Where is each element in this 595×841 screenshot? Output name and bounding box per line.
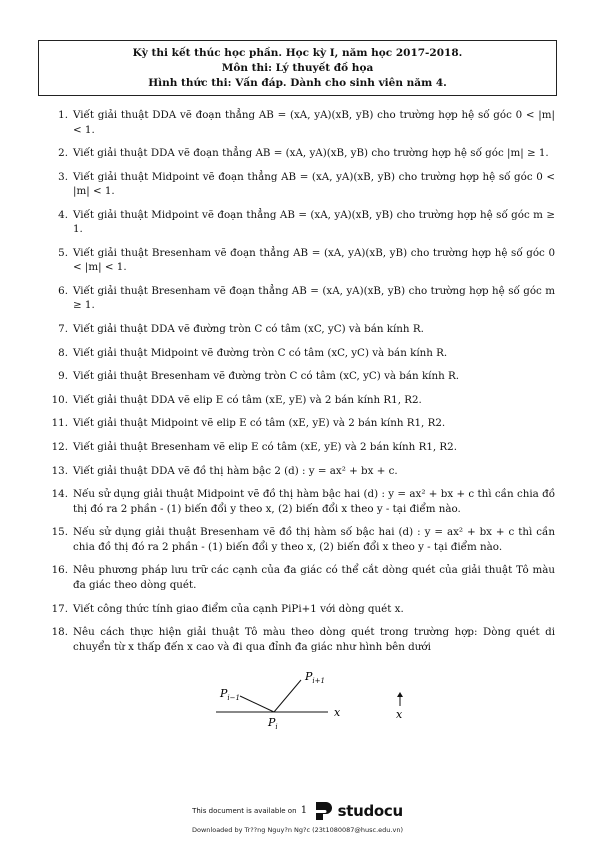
question-text: Viết giải thuật Midpoint vẽ đoạn thẳng AB = (xA, yA)(xB, yB) cho trường hợp hệ số góc m ≥ 1. [73, 208, 555, 236]
question-number: 4. [58, 208, 68, 221]
question-item [50, 416, 555, 431]
label-p-next: $P_{i+1}$ [305, 670, 325, 685]
question-text: Viết giải thuật Midpoint vẽ đường tròn C có tâm (xC, yC) và bán kính R. [73, 346, 448, 359]
question-item [50, 440, 555, 455]
studocu-brand[interactable]: studocu [337, 802, 403, 820]
header-line-3: Hình thức thi: Vấn đáp. Dành cho sinh viên năm 4. [148, 77, 447, 89]
question-text: Viết giải thuật Midpoint vẽ đoạn thẳng AB = (xA, yA)(xB, yB) cho trường hợp hệ số góc 0 < |m| < 1. [73, 170, 555, 198]
question-list [50, 108, 555, 663]
question-number: 13. [51, 464, 68, 477]
question-number: 18. [51, 626, 68, 639]
question-item [50, 625, 555, 654]
question-number: 17. [51, 602, 68, 615]
studocu-logo-icon [313, 800, 335, 822]
question-item [50, 346, 555, 361]
download-notice: Downloaded by Tr??ng Nguy?n Ng?c (23t1080087@husc.edu.vn) [192, 826, 403, 834]
question-number: 6. [58, 284, 68, 297]
question-number: 11. [51, 417, 68, 430]
question-item [50, 170, 555, 199]
question-number: 12. [51, 441, 68, 454]
question-item [50, 369, 555, 384]
available-on-text: This document is available on [192, 807, 297, 815]
question-number: 9. [58, 370, 68, 383]
label-p-current: $P_i$ [268, 716, 278, 731]
question-item [50, 563, 555, 592]
scanline-axis-label: x [334, 706, 341, 719]
arrow-up-icon [397, 692, 403, 697]
exam-header [38, 40, 557, 96]
question-item [50, 525, 555, 554]
question-text: Viết giải thuật Midpoint vẽ elip E có tâm (xE, yE) và 2 bán kính R1, R2. [73, 417, 446, 430]
question-item [50, 487, 555, 516]
question-text: Nêu phương pháp lưu trữ các cạnh của đa giác có thể cắt dòng quét của giải thuật Tô màu đa giác theo dòng quét. [73, 564, 555, 591]
question-text: Viết giải thuật DDA vẽ đồ thị hàm bậc 2 (d) : y = ax² + bx + c. [73, 464, 398, 477]
studocu-banner [0, 800, 595, 822]
question-number: 10. [51, 393, 68, 406]
edge-prev [240, 696, 274, 712]
question-text: Viết giải thuật DDA vẽ đoạn thẳng AB = (xA, yA)(xB, yB) cho trường hợp hệ số góc |m| ≥ 1. [73, 147, 549, 160]
header-line-1: Kỳ thi kết thúc học phần. Học kỳ I, năm học 2017-2018. [132, 47, 463, 59]
question-text: Viết giải thuật DDA vẽ đoạn thẳng AB = (xA, yA)(xB, yB) cho trường hợp hệ số góc 0 < |m| < 1. [73, 109, 555, 136]
edge-next [274, 680, 301, 712]
question-item [50, 322, 555, 337]
question-text: Viết giải thuật Bresenham vẽ elip E có tâm (xE, yE) và 2 bán kính R1, R2. [73, 441, 458, 454]
direction-label: x [396, 708, 403, 721]
question-text: Nếu sử dụng giải thuật Bresenham vẽ đồ thị hàm số bậc hai (d) : y = ax² + bx + c thì cần chia đồ thị đó ra 2 phần - (1) biến đổi y theo x, (2) biến đổi x theo y - tại điểm nào. [73, 526, 555, 553]
question-item [50, 108, 555, 137]
question-text: Viết giải thuật DDA vẽ elip E có tâm (xE, yE) và 2 bán kính R1, R2. [73, 393, 422, 406]
question-item [50, 208, 555, 237]
question-item [50, 246, 555, 275]
question-number: 7. [58, 323, 68, 336]
question-item [50, 464, 555, 479]
question-text: Viết giải thuật Bresenham vẽ đoạn thẳng AB = (xA, yA)(xB, yB) cho trường hợp hệ số góc m ≥ 1. [73, 284, 555, 312]
question-item [50, 393, 555, 408]
question-number: 5. [58, 246, 68, 259]
question-number: 15. [51, 526, 68, 539]
question-text: Viết giải thuật DDA vẽ đường tròn C có tâm (xC, yC) và bán kính R. [73, 323, 424, 336]
question-number: 2. [58, 147, 68, 160]
question-number: 1. [58, 109, 68, 121]
question-number: 16. [51, 564, 68, 577]
scanline-vertex-diagram [210, 668, 430, 768]
question-text: Viết giải thuật Bresenham vẽ đường tròn C có tâm (xC, yC) và bán kính R. [73, 370, 460, 383]
question-number: 14. [51, 488, 68, 501]
question-text: Viết giải thuật Bresenham vẽ đoạn thẳng AB = (xA, yA)(xB, yB) cho trường hợp hệ số góc 0 < |m| < 1. [73, 246, 555, 274]
page-number: 1 [300, 805, 308, 816]
question-number: 8. [58, 346, 68, 359]
question-text: Viết công thức tính giao điểm của cạnh PiPi+1 với dòng quét x. [73, 602, 404, 615]
question-number: 3. [58, 170, 68, 183]
question-item [50, 146, 555, 161]
label-p-prev: $P_{i-1}$ [220, 687, 240, 702]
question-item [50, 602, 555, 617]
question-text: Nêu cách thực hiện giải thuật Tô màu theo dòng quét trong trường hợp: Dòng quét di chuyển từ x thấp đến x cao và đi qua đỉnh đa giác như hình bên dưới [73, 626, 555, 653]
header-line-2: Môn thi: Lý thuyết đồ họa [221, 62, 374, 74]
question-item [50, 284, 555, 313]
question-text: Nếu sử dụng giải thuật Midpoint vẽ đồ thị hàm bậc hai (d) : y = ax² + bx + c thì cần chia đồ thị đó ra 2 phần - (1) biến đổi y theo x, (2) biến đổi x theo y - tại điểm nào. [73, 488, 555, 515]
